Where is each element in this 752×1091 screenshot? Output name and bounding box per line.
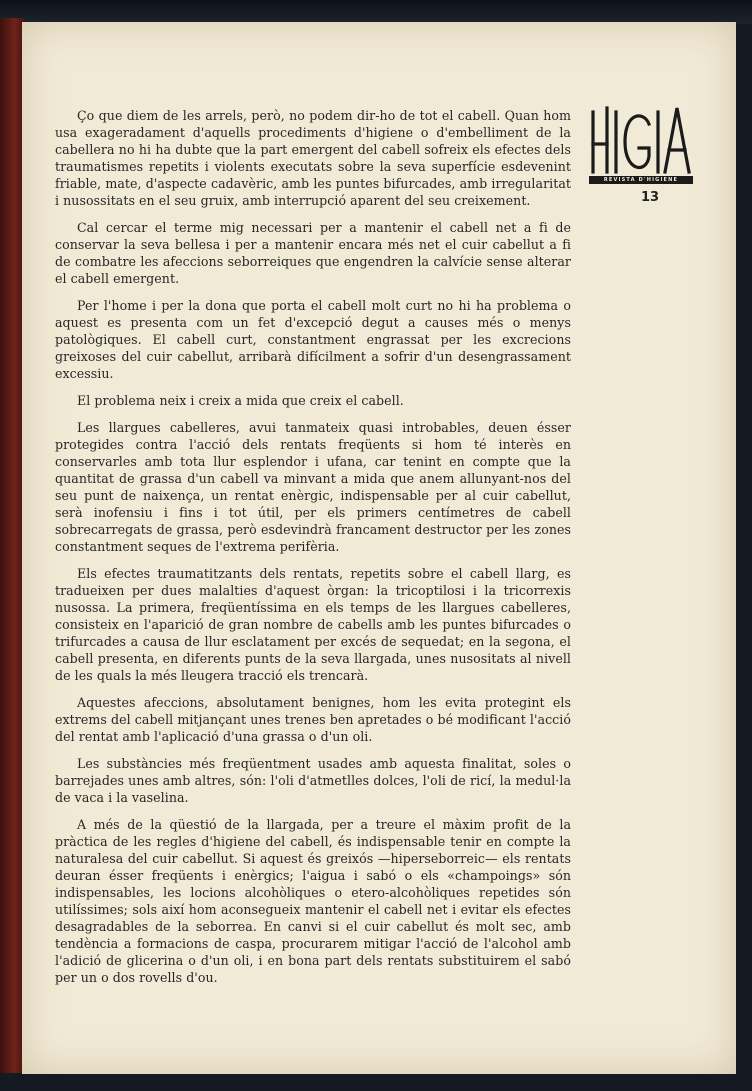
paragraph: Cal cercar el terme mig necessari per a mantenir el cabell net a fi de conservar la seva bellesa i per a mantenir encara més net el cuir cabellut a fi de combatre les afeccions seborreiques que engendren la calvície sense alterar el cabell emergent. <box>55 220 571 286</box>
paragraph: Els efectes traumatitzants dels rentats, repetits sobre el cabell llarg, es tradueixen per dues malalties d'aquest òrgan: la tricoptilosi i la tricorrexis nusossa. La primera, freqüentíssima en els temps de les llargues cabelleres, consisteix en l'aparició de gran nombre de cabells amb les puntes bifurcades o trifurcades a causa de llur esclatament per excés de sequedat; en la segona, el cabell presenta, en diferents punts de la seva llargada, unes nusositats al nivell de les quals la més lleugera tracció els trencarà. <box>55 566 571 683</box>
higia-logo <box>589 104 693 183</box>
document-page <box>22 22 736 1074</box>
logo-subtitle: REVISTA D'HIGIENE <box>589 176 693 184</box>
paragraph: A més de la qüestió de la llargada, per a treure el màxim profit de la pràctica de les regles d'higiene del cabell, és indispensable tenir en compte la naturalesa del cuir cabellut. Si aquest és greixós —hiperseborreic— els rentats deuran ésser freqüents i enèrgics; l'aigua i sabó o els «champoings» són indispensables, les locions alcohòliques o etero-alcohòliques repetides són utilíssimes; sols així hom aconsegueix mantenir el cabell net i evitar els efectes desagradables de la seborrea. En canvi si el cuir cabellut és molt sec, amb tendència a formacions de caspa, procurarem mitigar l'acció de l'alcohol amb l'adició de glicerina o d'un oli, i en bona part dels rentats substituirem el sabó per un o dos rovells d'ou. <box>55 817 571 985</box>
paragraph: Les substàncies més freqüentment usades amb aquesta finalitat, soles o barrejades unes amb altres, són: l'oli d'atmetlles dolces, l'oli de ricí, la medul·la de vaca i la vaselina. <box>55 756 571 805</box>
scan-background-top <box>0 0 752 24</box>
paragraph: Ço que diem de les arrels, però, no podem dir-ho de tot el cabell. Quan hom usa exageradament d'aquells procediments d'higiene o d'embelliment de la cabellera no hi ha dubte que la part emergent del cabell sofreix els efectes dels traumatismes repetits i violents executats sobre la seva superfície esdevenint friable, mate, d'aspecte cadavèric, amb les puntes bifurcades, amb irregularitat i nusossitats en el seu gruix, amb interrupció aparent del seu creixement. <box>55 108 571 208</box>
book-binding <box>0 18 24 1073</box>
article-body <box>55 107 571 996</box>
higia-logo-mark <box>589 104 693 176</box>
paragraph: Aquestes afeccions, absolutament benignes, hom les evita protegint els extrems del cabell mitjançant unes trenes ben apretades o bé modificant l'acció del rentat amb l'aplicació d'una grassa o d'un oli. <box>55 695 571 744</box>
paragraph: El problema neix i creix a mida que creix el cabell. <box>77 393 404 408</box>
paragraph: Per l'home i per la dona que porta el cabell molt curt no hi ha problema o aquest es presenta com un fet d'excepció degut a causes més o menys patològiques. El cabell curt, constantment engrassat per les excrecions greixoses del cuir cabellut, arribarà difícilment a sofrir d'un desengrassament excessiu. <box>55 298 571 381</box>
page-number: 13 <box>640 190 660 205</box>
paragraph: Les llargues cabelleres, avui tanmateix quasi introbables, deuen ésser protegides contra l'acció dels rentats freqüents si hom té interès en conservarles amb tota llur esplendor i ufana, car tenint en compte que la quantitat de grassa d'un cabell va minvant a mida que anem allunyant-nos del seu punt de naixença, un rentat enèrgic, indispensable per al cuir cabellut, serà inofensiu i fins i tot útil, per els primers centímetres de cabell sobrecarregats de grassa, però esdevindrà francament destructor per les zones constantment seques de l'extrema perifèria. <box>55 420 571 554</box>
